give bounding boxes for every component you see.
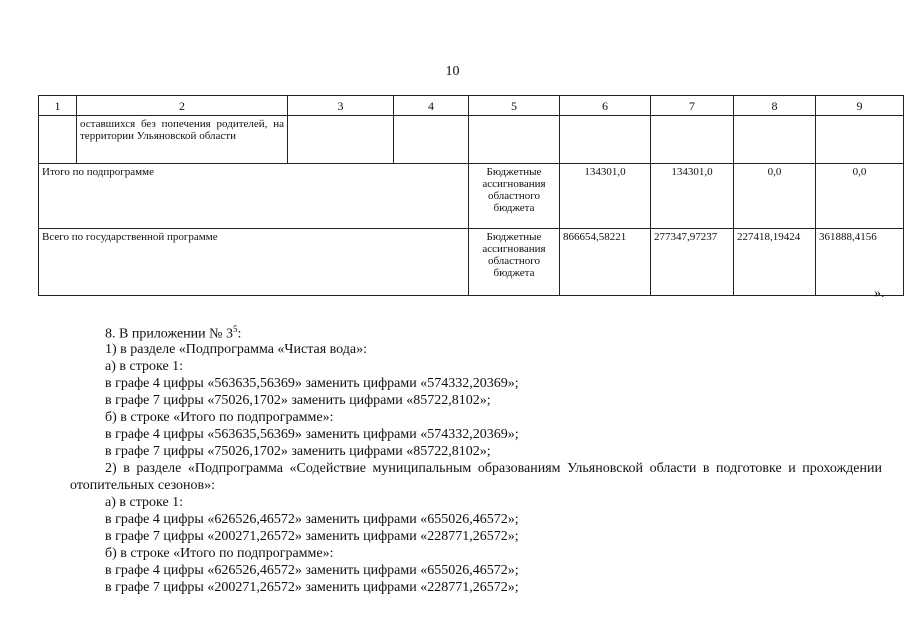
header-cell: 6	[560, 96, 651, 116]
table-cell	[816, 116, 904, 164]
value-cell: 227418,19424	[734, 229, 816, 296]
value-cell: 134301,0	[651, 164, 734, 229]
header-cell: 8	[734, 96, 816, 116]
paragraph: в графе 7 цифры «75026,1702» заменить цифрами «85722,8102»;	[105, 393, 491, 408]
value-cell: 0,0	[734, 164, 816, 229]
continued-text-cell: оставшихся без попечения родителей, на территории Ульяновской области	[77, 116, 288, 164]
value-cell: 134301,0	[560, 164, 651, 229]
superscript: 5	[233, 324, 238, 334]
row-label: Всего по государственной программе	[39, 229, 469, 296]
closing-quote: ».	[874, 286, 885, 301]
header-cell: 1	[39, 96, 77, 116]
value-cell: 361888,4156	[816, 229, 904, 296]
table-cell	[651, 116, 734, 164]
table-cell	[39, 116, 77, 164]
header-cell: 4	[394, 96, 469, 116]
table-cell	[560, 116, 651, 164]
paragraph: 1) в разделе «Подпрограмма «Чистая вода»:	[105, 342, 368, 357]
header-cell: 2	[77, 96, 288, 116]
table-header-row	[39, 96, 904, 116]
paragraph	[105, 321, 905, 343]
paragraph: б) в строке «Итого по подпрограмме»:	[105, 546, 334, 561]
paragraph: 2) в разделе «Подпрограмма «Содействие муниципальным образованиям Ульяновской области в подготовке и прохождении отопительных сезонов»:	[70, 461, 882, 493]
value-cell: 0,0	[816, 164, 904, 229]
value-cell: 277347,97237	[651, 229, 734, 296]
paragraph-text: 8. В приложении № 3	[105, 326, 233, 342]
table-row-vsego	[39, 229, 904, 296]
paragraph: а) в строке 1:	[105, 495, 184, 510]
paragraph: в графе 7 цифры «75026,1702» заменить цифрами «85722,8102»;	[105, 444, 491, 459]
funding-source-cell: Бюджетные ассигнования областного бюджета	[469, 164, 560, 229]
paragraph: в графе 4 цифры «563635,56369» заменить цифрами «574332,20369»;	[105, 427, 519, 442]
page-number: 10	[445, 64, 460, 79]
paragraph: в графе 4 цифры «626526,46572» заменить цифрами «655026,46572»;	[105, 563, 519, 578]
header-cell: 3	[288, 96, 394, 116]
paragraph: в графе 7 цифры «200271,26572» заменить цифрами «228771,26572»;	[105, 580, 519, 595]
paragraph-text: :	[237, 326, 242, 342]
header-cell: 5	[469, 96, 560, 116]
budget-table	[38, 95, 904, 296]
funding-source-cell: Бюджетные ассигнования областного бюджета	[469, 229, 560, 296]
paragraph: в графе 7 цифры «200271,26572» заменить цифрами «228771,26572»;	[105, 529, 519, 544]
table-cell	[288, 116, 394, 164]
table-row-itogo	[39, 164, 904, 229]
paragraph: в графе 4 цифры «626526,46572» заменить цифрами «655026,46572»;	[105, 512, 519, 527]
table-row	[39, 116, 904, 164]
paragraph: б) в строке «Итого по подпрограмме»:	[105, 410, 334, 425]
table-cell	[469, 116, 560, 164]
value-cell: 866654,58221	[560, 229, 651, 296]
header-cell: 9	[816, 96, 904, 116]
paragraph: а) в строке 1:	[105, 359, 184, 374]
table-cell	[734, 116, 816, 164]
table-cell	[394, 116, 469, 164]
header-cell: 7	[651, 96, 734, 116]
row-label: Итого по подпрограмме	[39, 164, 469, 229]
paragraph: в графе 4 цифры «563635,56369» заменить цифрами «574332,20369»;	[105, 376, 519, 391]
